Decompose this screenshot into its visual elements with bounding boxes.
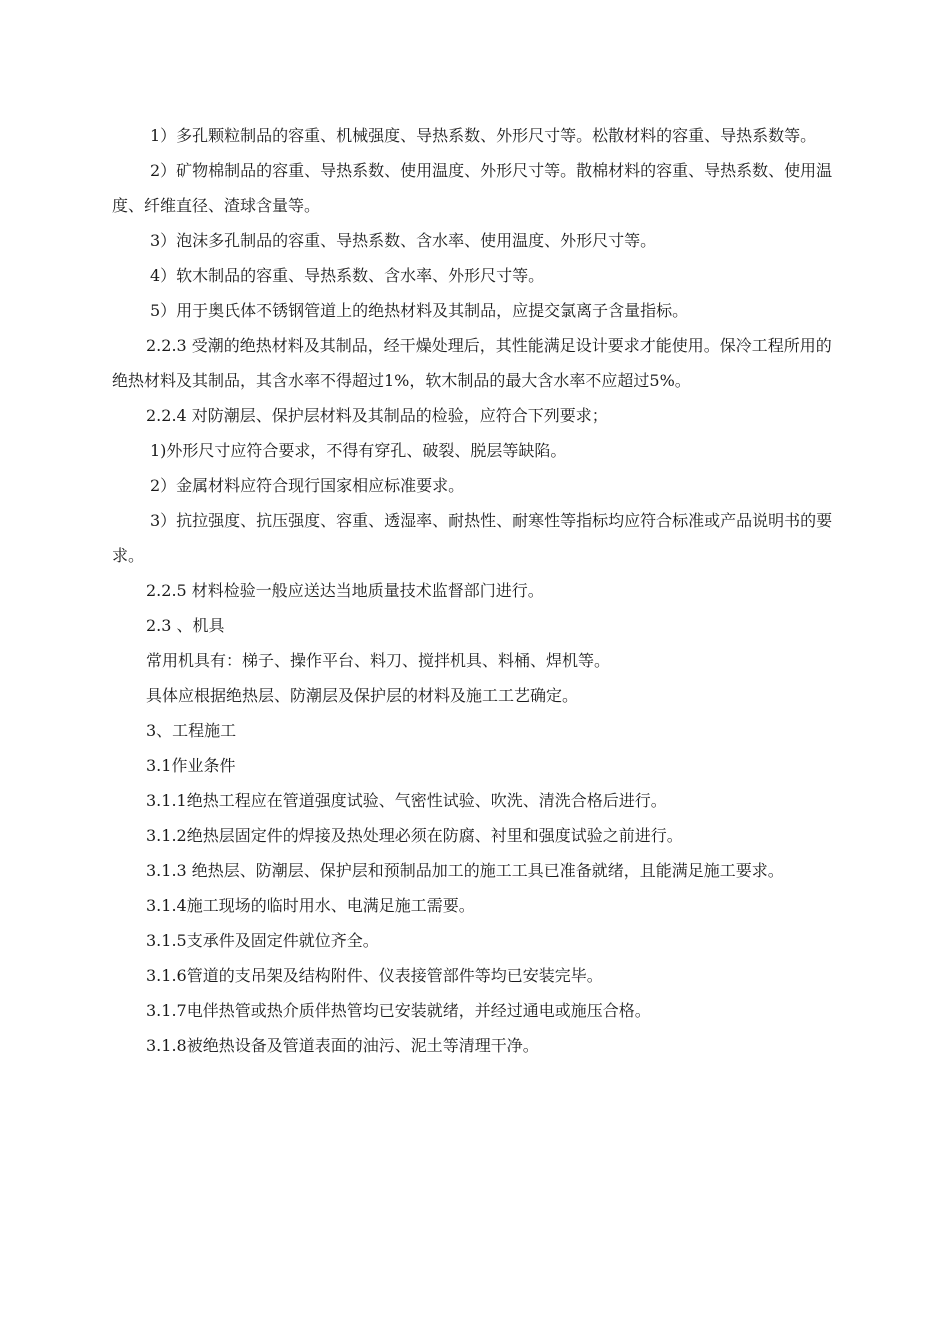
paragraph-3: 3）泡沫多孔制品的容重、导热系数、含水率、使用温度、外形尺寸等。 xyxy=(150,231,657,250)
paragraph-22: 3.1.6管道的支吊架及结构附件、仪表接管部件等均已安装完毕。 xyxy=(146,966,603,985)
paragraph-21: 3.1.5支承件及固定件就位齐全。 xyxy=(146,931,379,950)
paragraph-6: 2.2.3 受潮的绝热材料及其制品，经干燥处理后，其性能满足设计要求才能使用。保冷工程所用的绝热材料及其制品，其含水率不得超过1%，软木制品的最大含水率不应超过5%。 xyxy=(112,336,832,390)
document-body xyxy=(112,118,838,1063)
paragraph-4: 4）软木制品的容重、导热系数、含水率、外形尺寸等。 xyxy=(150,266,545,285)
section-heading-2-3: 2.3 、机具 xyxy=(146,616,225,635)
paragraph-11: 2.2.5 材料检验一般应送达当地质量技术监督部门进行。 xyxy=(146,581,544,600)
paragraph-18: 3.1.2绝热层固定件的焊接及热处理必须在防腐、衬里和强度试验之前进行。 xyxy=(146,826,683,845)
paragraph-19: 3.1.3 绝热层、防潮层、保护层和预制品加工的施工工具已准备就绪，且能满足施工要求。 xyxy=(146,861,784,880)
section-heading-3-1: 3.1作业条件 xyxy=(146,756,236,775)
paragraph-23: 3.1.7电伴热管或热介质伴热管均已安装就绪，并经过通电或施压合格。 xyxy=(146,1001,651,1020)
paragraph-13: 常用机具有：梯子、操作平台、料刀、搅拌机具、料桶、焊机等。 xyxy=(146,651,611,670)
paragraph-8: 1)外形尺寸应符合要求，不得有穿孔、破裂、脱层等缺陷。 xyxy=(150,441,567,460)
paragraph-10: 3）抗拉强度、抗压强度、容重、透湿率、耐热性、耐寒性等指标均应符合标准或产品说明书的要求。 xyxy=(112,511,833,565)
section-heading-3: 3、工程施工 xyxy=(146,721,237,740)
paragraph-5: 5）用于奥氏体不锈钢管道上的绝热材料及其制品，应提交氯离子含量指标。 xyxy=(150,301,689,320)
paragraph-17: 3.1.1绝热工程应在管道强度试验、气密性试验、吹洗、清洗合格后进行。 xyxy=(146,791,667,810)
paragraph-14: 具体应根据绝热层、防潮层及保护层的材料及施工工艺确定。 xyxy=(146,686,579,705)
paragraph-2: 2）矿物棉制品的容重、导热系数、使用温度、外形尺寸等。散棉材料的容重、导热系数、使用温度、纤维直径、渣球含量等。 xyxy=(112,161,833,215)
paragraph-9: 2）金属材料应符合现行国家相应标准要求。 xyxy=(150,476,465,495)
paragraph-24: 3.1.8被绝热设备及管道表面的油污、泥土等清理干净。 xyxy=(146,1036,539,1055)
paragraph-7: 2.2.4 对防潮层、保护层材料及其制品的检验，应符合下列要求； xyxy=(146,406,608,425)
paragraph-20: 3.1.4施工现场的临时用水、电满足施工需要。 xyxy=(146,896,475,915)
paragraph-1: 1）多孔颗粒制品的容重、机械强度、导热系数、外形尺寸等。松散材料的容重、导热系数等。 xyxy=(150,126,817,145)
